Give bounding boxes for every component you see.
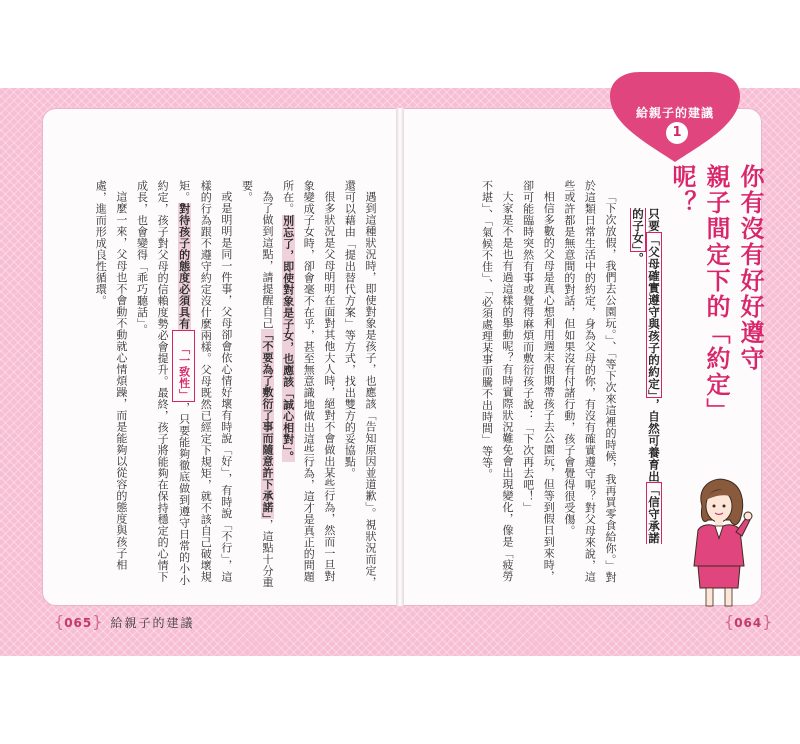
book-gutter <box>396 108 404 606</box>
right-page-number: 064 <box>734 616 763 630</box>
left-p3-tail: ，這點十分重要。 <box>240 180 275 588</box>
left-p3-emphasis: 「不要為了敷衍了事而隨意許下承諾」 <box>261 329 275 519</box>
left-paragraph-3 <box>236 180 277 590</box>
brace-close-icon: } <box>92 612 103 631</box>
left-page-number: 065 <box>64 616 93 630</box>
left-p3-text: 為了做到這點，請提醒自己 <box>261 191 275 329</box>
badge-number: 1 <box>666 122 688 144</box>
title-line-1: 你有沒有好好遵守 <box>736 164 764 372</box>
subtitle-boxed-2: 「信守承諾的子女」 <box>631 208 661 545</box>
left-p2-text: 很多狀況是父母明明在面對其他大人時，絕對不會做出某些行為，然而一旦對象變成子女時，卻會毫不在乎，甚至無意識地做出這些行為，這才是真正的問題所在。 <box>281 180 336 583</box>
woman-illustration-icon <box>684 476 754 608</box>
page-title <box>665 164 767 424</box>
right-paragraph-2: 相信多數的父母是真心想利用週末假期帶孩子去公園玩，但等到假日到來時，卻可能臨時突然有事或覺得麻煩而敷衍孩子說：「下次再去吧！」 <box>521 180 556 582</box>
left-paragraph-1 <box>339 180 380 590</box>
subtitle-pre: 只要 <box>647 208 661 232</box>
left-paragraph-4 <box>131 180 236 590</box>
left-p4-text: 或是明明是同一件事，父母卻會依心情好壞有時說「好」，有時說「不行」，這樣的行為跟不遵守約定沒什麼兩樣。父母既然已經定下規矩，就不該自己破壞規矩。 <box>177 180 233 583</box>
left-p4-boxed: 「一致性」 <box>172 330 195 403</box>
right-paragraph-1: 「下次放假，我們去公園玩。」、「等下次來這裡的時候，我再買零食給你。」對於這類日常生活中的約定，身為父母的你，有沒有確實遵守呢？對父母來說，這些或許都是無意間的對話，但如果沒有付諸行動，孩子會覺得很受傷。 <box>562 180 617 583</box>
left-paragraph-5: 這麼一來，父母也不會動不動就心情煩躁，而是能夠以從容的態度與孩子相處，進而形成良性循環。 <box>94 180 128 571</box>
footer-label: 給親子的建議 <box>110 616 195 630</box>
footer-left <box>54 612 194 631</box>
left-page-body <box>62 180 380 590</box>
badge-label: 給親子的建議 <box>635 106 714 120</box>
left-p2-emphasis: 別忘了，即使對象是子女，也應該「誠心相對」。 <box>281 214 295 462</box>
left-p4-emphasis: 對待孩子的態度必須具有 <box>177 203 191 330</box>
subtitle-mid: ，自然可養育出 <box>647 398 661 483</box>
right-paragraph-3: 大家是不是也有過這樣的舉動呢？有時實際狀況難免會出現變化，像是「疲勞不堪」、「氣候不佳」、「必須處理某事而騰不出時間」等等。 <box>480 180 515 582</box>
left-p4-tail: ，只要能夠徹底做到遵守日常的小小約定，孩子對父母的信賴度勢必會提升。最終，孩子將能夠在保持穩定的心情下成長，也會變得「乖巧聽話」。 <box>135 180 191 586</box>
brace-open-icon: { <box>724 612 735 631</box>
title-line-2: 親子間定下的「約定」呢？ <box>668 164 730 424</box>
subtitle <box>630 208 662 548</box>
right-page-body <box>460 180 620 590</box>
subtitle-boxed: 「父母確實遵守與孩子的約定」 <box>647 234 661 397</box>
left-paragraph-2 <box>277 180 339 590</box>
left-p1-text: 遇到這種狀況時，即使對象是孩子，也應該「告知原因並道歉」。視狀況而定，還可以藉由「提出替代方案」等方式，找出雙方的妥協點。 <box>343 180 377 588</box>
brace-open-icon: { <box>54 612 65 631</box>
footer-right <box>724 612 772 631</box>
brace-close-icon: } <box>762 612 773 631</box>
subtitle-post: 。 <box>631 252 645 265</box>
